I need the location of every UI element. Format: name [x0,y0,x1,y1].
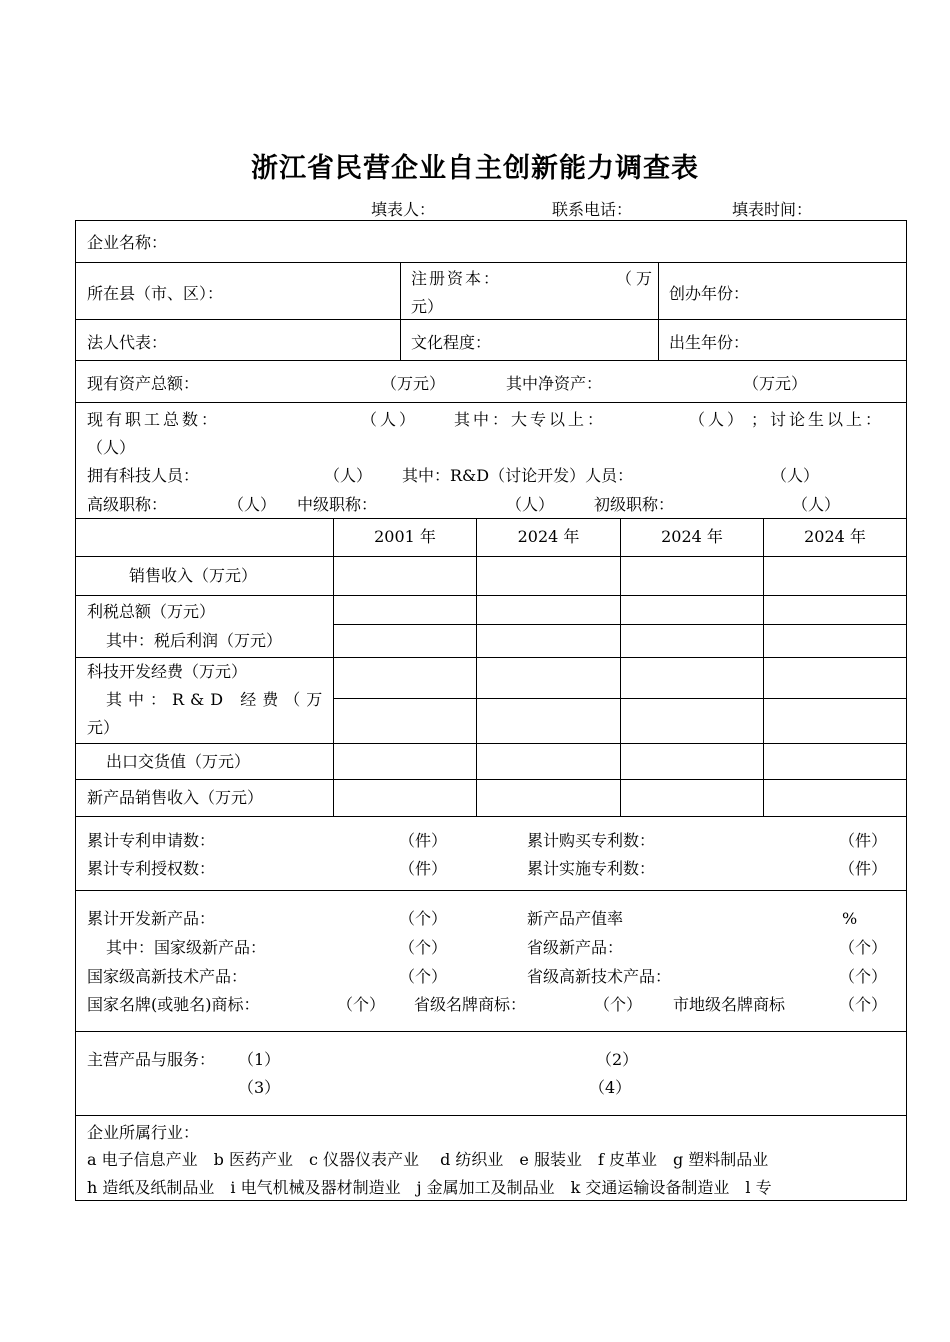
date-label: 填表时间： [732,200,813,219]
postgrad-above-unit: （人） [87,438,136,457]
divider [76,595,906,596]
divider [76,402,906,403]
divider [76,518,906,519]
national-hitech-label: 国家级高新技术产品： [87,967,248,986]
divider [76,556,906,557]
phone-label: 联系电话： [552,200,633,219]
new-product-sales-row-label: 新产品销售收入（万元） [87,788,264,807]
rd-staff-label: 其中：R&D（讨论开发）人员： [402,466,634,485]
new-products-label: 累计开发新产品： [87,909,216,928]
divider [76,1115,906,1116]
city-brand-unit: （个） [839,995,888,1014]
mid-title-unit: （人） [506,495,555,514]
mid-title-label: 中级职称： [297,495,378,514]
patents-purchased-unit: （件） [839,831,888,850]
tech-staff-unit: （人） [324,466,373,485]
registered-capital-label: 注册资本： [411,269,502,288]
national-new-unit: （个） [399,938,448,957]
founding-year-label: 创办年份： [669,284,750,303]
junior-title-unit: （人） [792,495,841,514]
divider [476,518,477,816]
divider [76,262,906,263]
header-fields [0,197,950,219]
patents-implemented-unit: （件） [839,859,888,878]
total-assets-unit: （万元） [381,374,446,393]
national-brand-label: 国家名牌(或驰名)商标： [87,995,260,1014]
industry-options-line: h 造纸及纸制品业 i 电气机械及器材制造业 j 金属加工及制品业 k 交通运输设备制造业 l 专 [87,1178,772,1197]
form-title: 浙江省民营企业自主创新能力调查表 [251,153,699,184]
divider [76,360,906,361]
divider [76,890,906,891]
divider [620,518,621,816]
patents-applied-unit: （件） [399,831,448,850]
patents-purchased-label: 累计购买专利数： [527,831,656,850]
provincial-brand-unit: （个） [594,995,643,1014]
national-new-label: 其中：国家级新产品： [106,938,267,957]
main-business-label: 主营产品与服务： [87,1050,216,1069]
divider [76,816,906,817]
main-business-item-1: （1） [238,1050,281,1069]
college-above-label: 其中：大专以上： [454,410,607,429]
divider [76,779,906,780]
main-business-item-3: （3） [238,1078,281,1097]
export-row-label: 出口交货值（万元） [106,752,251,771]
divider [76,743,906,744]
divider [658,262,659,360]
main-business-item-4: （4） [589,1078,632,1097]
total-staff-unit: （人） [361,410,419,429]
profit-tax-row-label: 利税总额（万元） [87,602,216,621]
output-rate-percent: % [842,909,858,928]
college-above-unit: （人） [689,410,747,429]
divider [400,262,401,360]
year-header: 2024 年 [661,527,723,546]
provincial-brand-label: 省级名牌商标： [414,995,527,1014]
education-label: 文化程度： [411,333,492,352]
tech-staff-label: 拥有科技人员： [87,466,200,485]
registered-capital-unit: （万 [616,269,657,288]
rd-expense-row-label: 科技开发经费（万元） [87,662,248,681]
rd-staff-unit: （人） [771,466,820,485]
divider [76,319,906,320]
junior-title-label: 初级职称： [594,495,675,514]
provincial-hitech-unit: （个） [839,967,888,986]
registered-capital-unit-2: 元） [411,297,444,316]
total-assets-label: 现有资产总额： [87,374,200,393]
patents-implemented-label: 累计实施专利数： [527,859,656,878]
rd-fee-row-label-2: 元） [87,718,120,737]
provincial-hitech-label: 省级高新技术产品： [527,967,672,986]
divider [76,1031,906,1032]
provincial-new-label: 省级新产品： [527,938,624,957]
patents-granted-label: 累计专利授权数： [87,859,216,878]
patents-granted-unit: （件） [399,859,448,878]
provincial-new-unit: （个） [839,938,888,957]
divider [76,657,906,658]
national-hitech-unit: （个） [399,967,448,986]
patents-applied-label: 累计专利申请数： [87,831,216,850]
rd-fee-row-label: 其中：R&D 经费（万 [106,690,329,709]
net-assets-unit: （万元） [743,374,808,393]
year-header: 2001 年 [374,527,436,546]
national-brand-unit: （个） [337,995,386,1014]
birth-year-label: 出生年份： [669,333,750,352]
county-label: 所在县（市、区）： [87,284,224,303]
net-assets-label: 其中净资产： [506,374,603,393]
senior-title-unit: （人） [228,495,277,514]
postgrad-above-label: ；讨论生以上： [751,410,885,429]
divider [333,518,334,816]
total-staff-label: 现有职工总数： [87,410,221,429]
filler-label: 填表人： [371,200,436,219]
senior-title-label: 高级职称： [87,495,168,514]
divider [763,518,764,816]
main-business-item-2: （2） [596,1050,639,1069]
company-name-label: 企业名称： [87,233,168,252]
new-products-unit: （个） [399,909,448,928]
sales-row-label: 销售收入（万元） [129,566,258,585]
year-header: 2024 年 [804,527,866,546]
legal-rep-label: 法人代表： [87,333,168,352]
city-brand-label: 市地级名牌商标 [673,995,786,1014]
output-rate-label: 新产品产值率 [527,909,624,928]
industry-label: 企业所属行业： [87,1123,200,1142]
survey-form [75,220,907,1201]
industry-options-line: a 电子信息产业 b 医药产业 c 仪器仪表产业 d 纺织业 e 服装业 f 皮革业 g 塑料制品业 [87,1150,769,1169]
year-header: 2024 年 [517,527,580,546]
after-tax-row-label: 其中：税后利润（万元） [106,631,283,650]
